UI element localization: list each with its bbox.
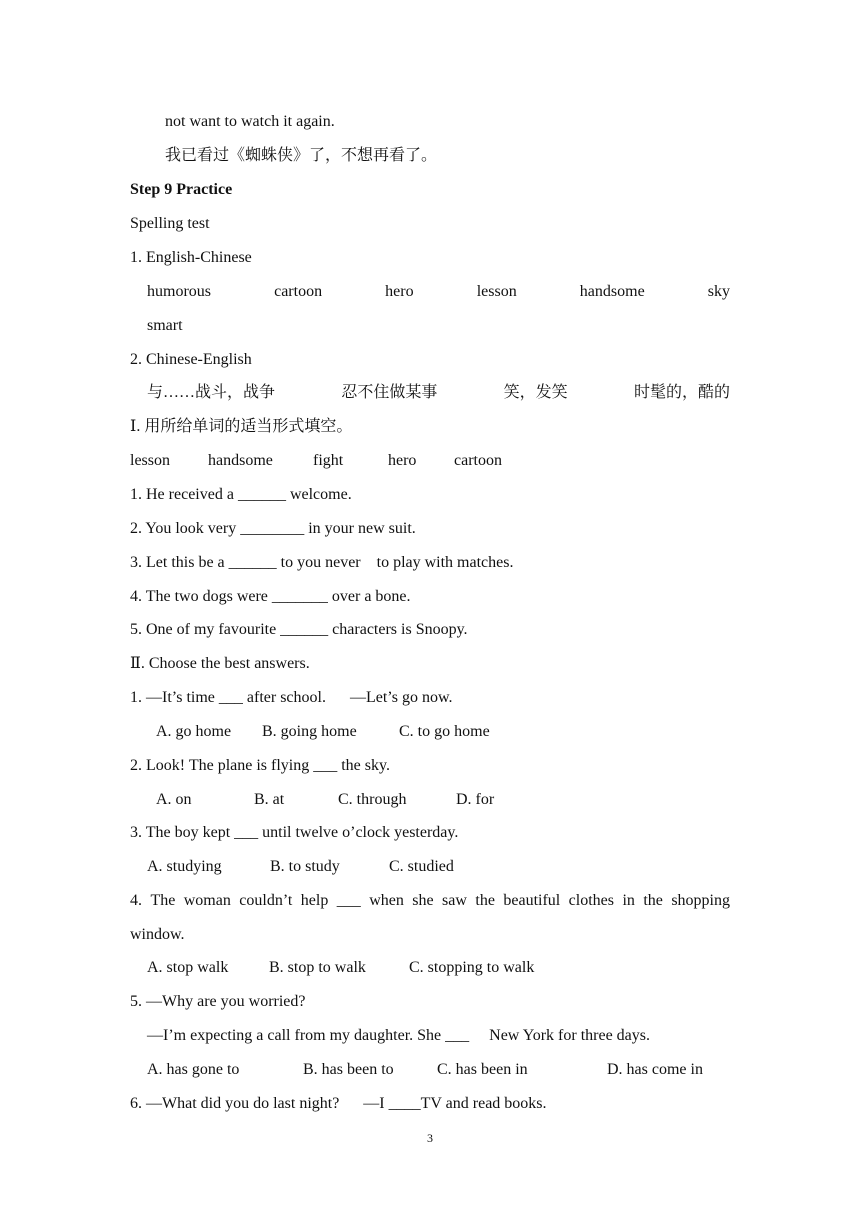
mc-question: 2. Look! The plane is flying ___ the sky. xyxy=(130,757,390,774)
subheading: 1. English-Chinese xyxy=(130,249,252,266)
word: help xyxy=(300,892,329,909)
word: The xyxy=(150,892,176,909)
word: when xyxy=(369,892,404,909)
mc-question-cont: window. xyxy=(130,926,185,943)
word: 忍不住做某事 xyxy=(341,384,438,401)
mc-option: A. has gone to xyxy=(147,1061,240,1078)
word-bank-item: handsome xyxy=(208,452,273,469)
mc-option: C. through xyxy=(338,791,407,808)
mc-option: D. for xyxy=(456,791,495,808)
mc-option: C. stopping to walk xyxy=(409,959,535,976)
word: she xyxy=(412,892,434,909)
word: handsome xyxy=(579,283,645,300)
word: clothes xyxy=(568,892,614,909)
word-bank-item: lesson xyxy=(130,452,170,469)
mc-option: B. at xyxy=(254,791,285,808)
word: sky xyxy=(707,283,730,300)
mc-question: 3. The boy kept ___ until twelve o’clock yesterday. xyxy=(130,824,459,841)
mc-option: B. stop to walk xyxy=(269,959,366,976)
mc-option: B. going home xyxy=(262,723,357,740)
mc-option: C. has been in xyxy=(437,1061,528,1078)
subheading: Spelling test xyxy=(130,215,210,232)
word: the xyxy=(475,892,495,909)
word: hero xyxy=(385,283,414,300)
word: couldn’t xyxy=(239,892,293,909)
word: woman xyxy=(183,892,231,909)
mc-option: A. on xyxy=(156,791,192,808)
word: humorous xyxy=(147,283,211,300)
mc-option: C. studied xyxy=(389,858,454,875)
mc-question: 6. —What did you do last night? —I ____TV and read books. xyxy=(130,1095,547,1112)
fill-question: 4. The two dogs were _______ over a bone. xyxy=(130,588,411,605)
mc-question: 1. —It’s time ___ after school. —Let’s go now. xyxy=(130,689,453,706)
fill-question: 5. One of my favourite ______ characters is Snoopy. xyxy=(130,621,468,638)
word: saw xyxy=(442,892,467,909)
mc-option: A. studying xyxy=(147,858,222,875)
mc-option: C. to go home xyxy=(399,723,490,740)
text-line: not want to watch it again. xyxy=(165,113,335,130)
word-bank-item: fight xyxy=(313,452,344,469)
word: 与……战斗，战争 xyxy=(147,384,276,401)
page-number: 3 xyxy=(427,1131,433,1145)
word: 笑，发笑 xyxy=(503,384,568,401)
mc-option: A. stop walk xyxy=(147,959,229,976)
word: in xyxy=(622,892,635,909)
fill-question: 2. You look very ________ in your new suit. xyxy=(130,520,416,537)
mc-question-cont: —I’m expecting a call from my daughter. She ___ New York for three days. xyxy=(147,1027,650,1044)
text-line-chinese: 我已看过《蜘蛛侠》了，不想再看了。 xyxy=(165,147,438,164)
word: shopping xyxy=(671,892,730,909)
mc-option: B. has been to xyxy=(303,1061,394,1078)
word: beautiful xyxy=(503,892,561,909)
word: lesson xyxy=(476,283,517,300)
step-heading: Step 9 Practice xyxy=(130,181,233,198)
word: 4. xyxy=(130,892,142,909)
section-title: Ⅰ. 用所给单词的适当形式填空。 xyxy=(130,418,353,435)
fill-question: 1. He received a ______ welcome. xyxy=(130,486,352,503)
word-row xyxy=(147,282,730,302)
word-bank-item: hero xyxy=(388,452,417,469)
fill-question: 3. Let this be a ______ to you never to play with matches. xyxy=(130,554,514,571)
word: 时髦的，酷的 xyxy=(633,384,730,401)
section-title: Ⅱ. Choose the best answers. xyxy=(130,655,310,672)
word: the xyxy=(643,892,663,909)
word: ___ xyxy=(336,892,361,909)
word-bank-item: cartoon xyxy=(454,452,502,469)
mc-question: 5. —Why are you worried? xyxy=(130,993,306,1010)
subheading: 2. Chinese-English xyxy=(130,351,252,368)
word: smart xyxy=(147,317,183,334)
mc-option: D. has come in xyxy=(607,1061,703,1078)
word-row xyxy=(147,383,730,403)
mc-option: A. go home xyxy=(156,723,232,740)
mc-option: B. to study xyxy=(270,858,340,875)
mc-question xyxy=(130,891,730,911)
word: cartoon xyxy=(274,283,323,300)
